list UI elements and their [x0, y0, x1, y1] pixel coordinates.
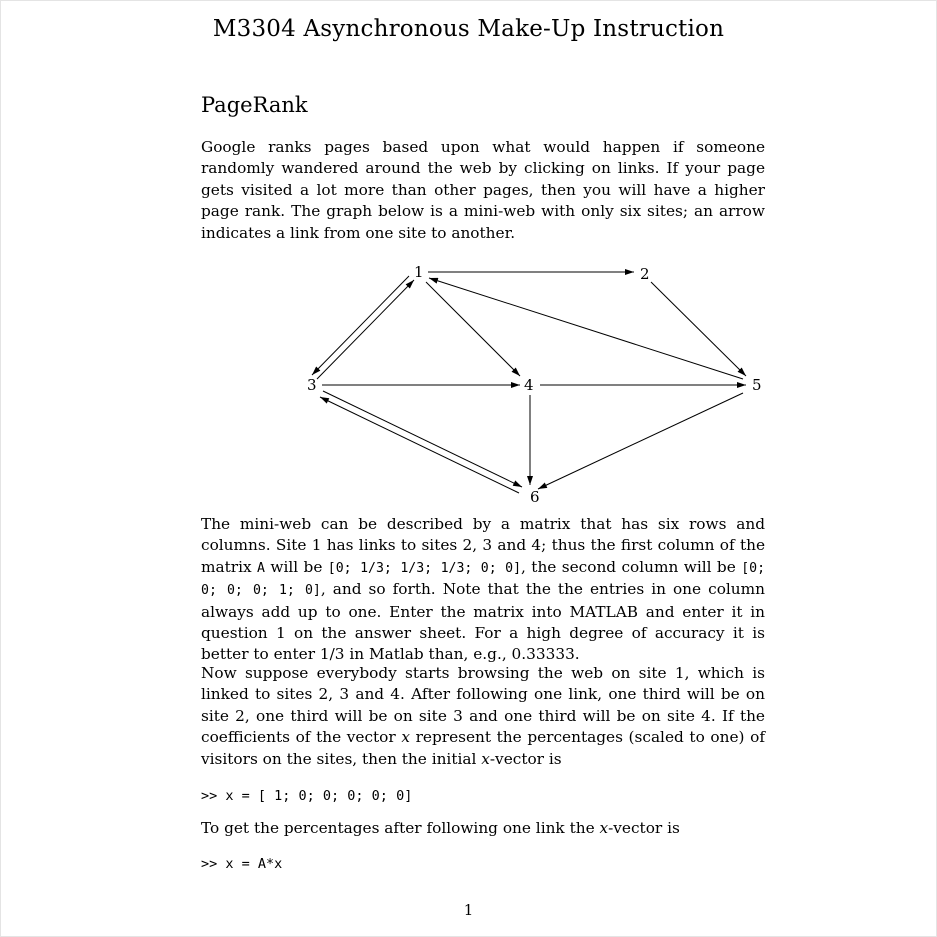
p4-text-a: To get the percentages after following one link the — [201, 819, 600, 837]
step-paragraph — [201, 818, 765, 839]
edge-5-1 — [429, 278, 743, 379]
edge-1-4 — [426, 282, 520, 376]
matrix-name: A — [257, 560, 265, 576]
intro-paragraph: Google ranks pages based upon what would happen if someone randomly wandered around the web by clicking on links. If your page gets visited a lot more than other pages, then you will have a higher page rank. The graph below is a mini-web with only six sites; an arrow indicates a link from one site to another. — [201, 138, 765, 242]
p2-text-b: will be — [264, 557, 328, 576]
p2-text-a: The mini-web can be described by a matrix that has six rows and columns. Site 1 has links to sites 2, 3 and 4; thus the first column of the matrix — [201, 515, 765, 576]
mini-web-graph — [290, 255, 780, 515]
second-column-code: [0; 0; 0; 0; 1; 0] — [201, 560, 766, 599]
edge-5-6 — [538, 393, 743, 489]
node-5-label: 5 — [752, 376, 762, 394]
p4-text-b: -vector is — [608, 819, 680, 837]
node-6-label: 6 — [530, 488, 540, 506]
p3-text-c: -vector is — [489, 749, 562, 768]
edge-3-6 — [323, 391, 522, 487]
code-multiply: >> x = A*x — [201, 856, 283, 872]
p3-text-b: represent the percentages (scaled to one) of visitors on the sites, then the initial — [201, 728, 765, 768]
edge-1-3 — [312, 276, 409, 375]
document-title: M3304 Asynchronous Make-Up Instruction — [212, 16, 725, 42]
matrix-paragraph — [201, 514, 765, 666]
first-column-code: [0; 1/3; 1/3; 1/3; 0; 0] — [327, 560, 522, 576]
code-initial-vector: >> x = [ 1; 0; 0; 0; 0; 0] — [201, 788, 413, 804]
p4-var-x: x — [599, 819, 609, 837]
p3-text-a: Now suppose everybody starts browsing the web on site 1, which is linked to sites 2, 3 and 4. After following one link, one third will be on site 2, one third will be on site 3 and one third will be on site 4. If the coefficients of the vector — [201, 664, 765, 747]
page-number: 1 — [463, 901, 474, 919]
edge-6-3 — [320, 397, 519, 493]
edge-3-1 — [317, 280, 414, 379]
edge-2-5 — [651, 282, 746, 376]
browsing-paragraph — [201, 663, 765, 770]
node-4-label: 4 — [524, 376, 534, 394]
p3-var-x2: x — [481, 749, 490, 768]
p2-text-d: , and so forth. Note that the the entries in one column always add up to one. Enter the matrix into MATLAB and enter it in question 1 on the answer sheet. For a high degree of accuracy it is better to enter 1/3 in Matlab than, e.g., 0.33333. — [201, 580, 765, 664]
section-heading: PageRank — [201, 93, 308, 117]
node-2-label: 2 — [640, 265, 650, 283]
p3-var-x: x — [401, 728, 410, 747]
p2-text-c: , the second column will be — [521, 557, 742, 576]
node-3-label: 3 — [307, 376, 317, 394]
node-1-label: 1 — [414, 263, 424, 281]
